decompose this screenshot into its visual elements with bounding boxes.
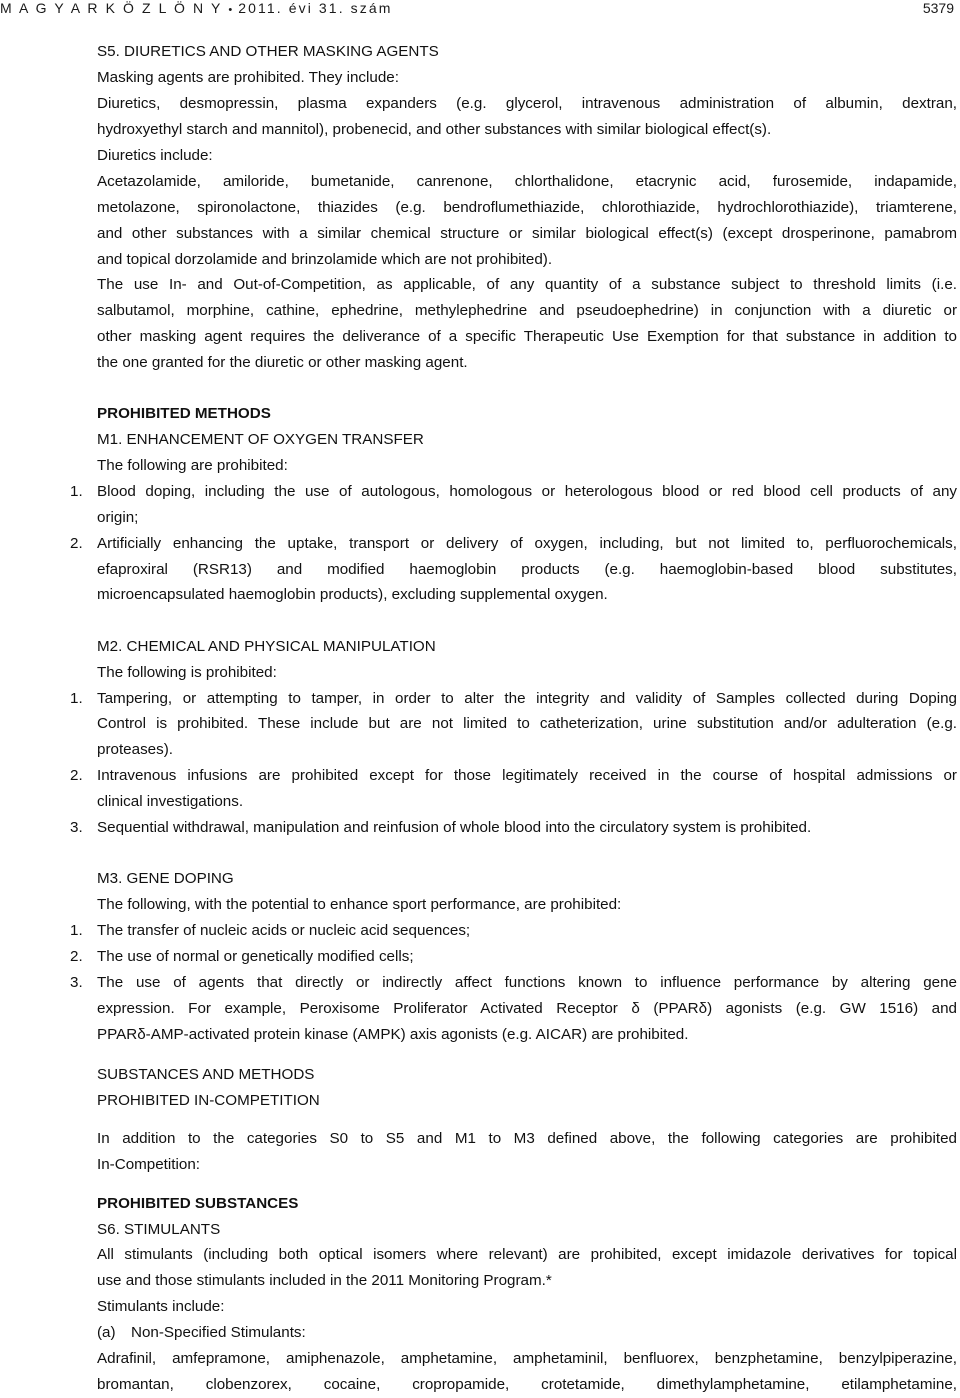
list-item-line: proteases). — [97, 741, 173, 758]
page-number: 5379 — [922, 0, 954, 16]
section-heading: PROHIBITED IN-COMPETITION — [97, 1092, 320, 1109]
journal-name: M A G Y A R K Ö Z L Ö N Y — [0, 0, 223, 16]
paragraph-line: and topical dorzolamide and brinzolamide which are not prohibited). — [97, 251, 553, 268]
paragraph-line: In-Competition: — [97, 1156, 200, 1173]
list-item-line: Sequential withdrawal, manipulation and reinfusion of whole blood into the circulatory system is prohibited. — [97, 819, 812, 836]
list-number: 2. — [70, 948, 83, 965]
list-item-line: Intravenous infusions are prohibited except for those legitimately received in the course of hospital admissions or — [97, 767, 957, 784]
list-number: 3. — [70, 819, 83, 836]
paragraph-line: The following is prohibited: — [97, 664, 277, 681]
paragraph-line: other masking agent requires the deliverance of a specific Therapeutic Use Exemption for that substance in addition to — [97, 328, 957, 345]
paragraph-line: The following are prohibited: — [97, 457, 288, 474]
subsection-heading: M3. GENE DOPING — [97, 870, 234, 887]
paragraph-line: use and those stimulants included in the 2011 Monitoring Program.* — [97, 1272, 552, 1289]
list-number: 1. — [70, 690, 83, 707]
subsection-heading: S6. STIMULANTS — [97, 1221, 221, 1238]
list-item-line: Non-Specified Stimulants: — [131, 1324, 306, 1341]
bullet-separator: • — [228, 4, 233, 16]
list-item-line: Tampering, or attempting to tamper, in order to alter the integrity and validity of Samples collected during Doping — [97, 690, 957, 707]
list-item-line: origin; — [97, 509, 139, 526]
paragraph-line: In addition to the categories S0 to S5 and M1 to M3 defined above, the following categories are prohibited — [97, 1130, 957, 1147]
paragraph-line: Diuretics include: — [97, 147, 213, 164]
paragraph-line: The following, with the potential to enhance sport performance, are prohibited: — [97, 896, 622, 913]
list-item-line: efaproxiral (RSR13) and modified haemoglobin products (e.g. haemoglobin-based blood substitutes, — [97, 561, 957, 578]
list-item-line: clinical investigations. — [97, 793, 244, 810]
paragraph-line: All stimulants (including both optical isomers where relevant) are prohibited, except imidazole derivatives for topical — [97, 1246, 957, 1263]
list-item-line: Control is prohibited. These include but are not limited to catheterization, urine substitution and/or adulteration (e.g. — [97, 715, 957, 732]
section-heading: PROHIBITED METHODS — [97, 405, 271, 422]
section-heading: SUBSTANCES AND METHODS — [97, 1066, 315, 1083]
list-number: 2. — [70, 535, 83, 552]
list-item-line: The use of normal or genetically modified cells; — [97, 948, 414, 965]
running-header — [0, 0, 393, 16]
paragraph-line: Diuretics, desmopressin, plasma expanders (e.g. glycerol, intravenous administration of albumin, dextran, — [97, 95, 957, 112]
section-heading: S5. DIURETICS AND OTHER MASKING AGENTS — [97, 43, 439, 60]
subsection-heading: M2. CHEMICAL AND PHYSICAL MANIPULATION — [97, 638, 436, 655]
list-item-line: Artificially enhancing the uptake, transport or delivery of oxygen, including, but not limited to, perfluorochemicals, — [97, 535, 957, 552]
list-number: 1. — [70, 483, 83, 500]
list-item-line: The use of agents that directly or indirectly affect functions known to influence performance by altering gene — [97, 974, 957, 991]
paragraph-line: metolazone, spironolactone, thiazides (e.g. bendroflumethiazide, chlorothiazide, hydrochlorothiazide), triamterene, — [97, 199, 957, 216]
paragraph-line: The use In- and Out-of-Competition, as applicable, of any quantity of a substance subject to threshold limits (i.e. — [97, 276, 957, 293]
paragraph-line: Acetazolamide, amiloride, bumetanide, canrenone, chlorthalidone, etacrynic acid, furosemide, indapamide, — [97, 173, 957, 190]
subsection-heading: M1. ENHANCEMENT OF OXYGEN TRANSFER — [97, 431, 424, 448]
list-number: 1. — [70, 922, 83, 939]
list-item-line: microencapsulated haemoglobin products), excluding supplemental oxygen. — [97, 586, 608, 603]
paragraph-line: salbutamol, morphine, cathine, ephedrine, methylephedrine and pseudoephedrine) in conjunction with a diuretic or — [97, 302, 957, 319]
paragraph-line: bromantan, clobenzorex, cocaine, cropropamide, crotetamide, dimethylamphetamine, etilamphetamine, — [97, 1376, 957, 1393]
paragraph-line: and other substances with a similar chemical structure or similar biological effect(s) (except drosperinone, pamabrom — [97, 225, 957, 242]
list-item-line: expression. For example, Peroxisome Proliferator Activated Receptor δ (PPARδ) agonists (e.g. GW 1516) and — [97, 1000, 957, 1017]
list-label: (a) — [97, 1324, 116, 1341]
paragraph-line: Adrafinil, amfepramone, amiphenazole, amphetamine, amphetaminil, benfluorex, benzphetamine, benzylpiperazine, — [97, 1350, 957, 1367]
list-item-line: PPARδ-AMP-activated protein kinase (AMPK) axis agonists (e.g. AICAR) are prohibited. — [97, 1026, 689, 1043]
paragraph-line: hydroxyethyl starch and mannitol), probenecid, and other substances with similar biological effect(s). — [97, 121, 772, 138]
list-number: 3. — [70, 974, 83, 991]
paragraph-line: Stimulants include: — [97, 1298, 225, 1315]
section-heading: PROHIBITED SUBSTANCES — [97, 1195, 299, 1212]
paragraph-line: the one granted for the diuretic or other masking agent. — [97, 354, 468, 371]
paragraph-line: Masking agents are prohibited. They include: — [97, 69, 399, 86]
list-number: 2. — [70, 767, 83, 784]
list-item-line: The transfer of nucleic acids or nucleic acid sequences; — [97, 922, 471, 939]
issue-date: 2011. évi 31. szám — [238, 0, 393, 16]
list-item-line: Blood doping, including the use of autologous, homologous or heterologous blood or red blood cell products of any — [97, 483, 957, 500]
